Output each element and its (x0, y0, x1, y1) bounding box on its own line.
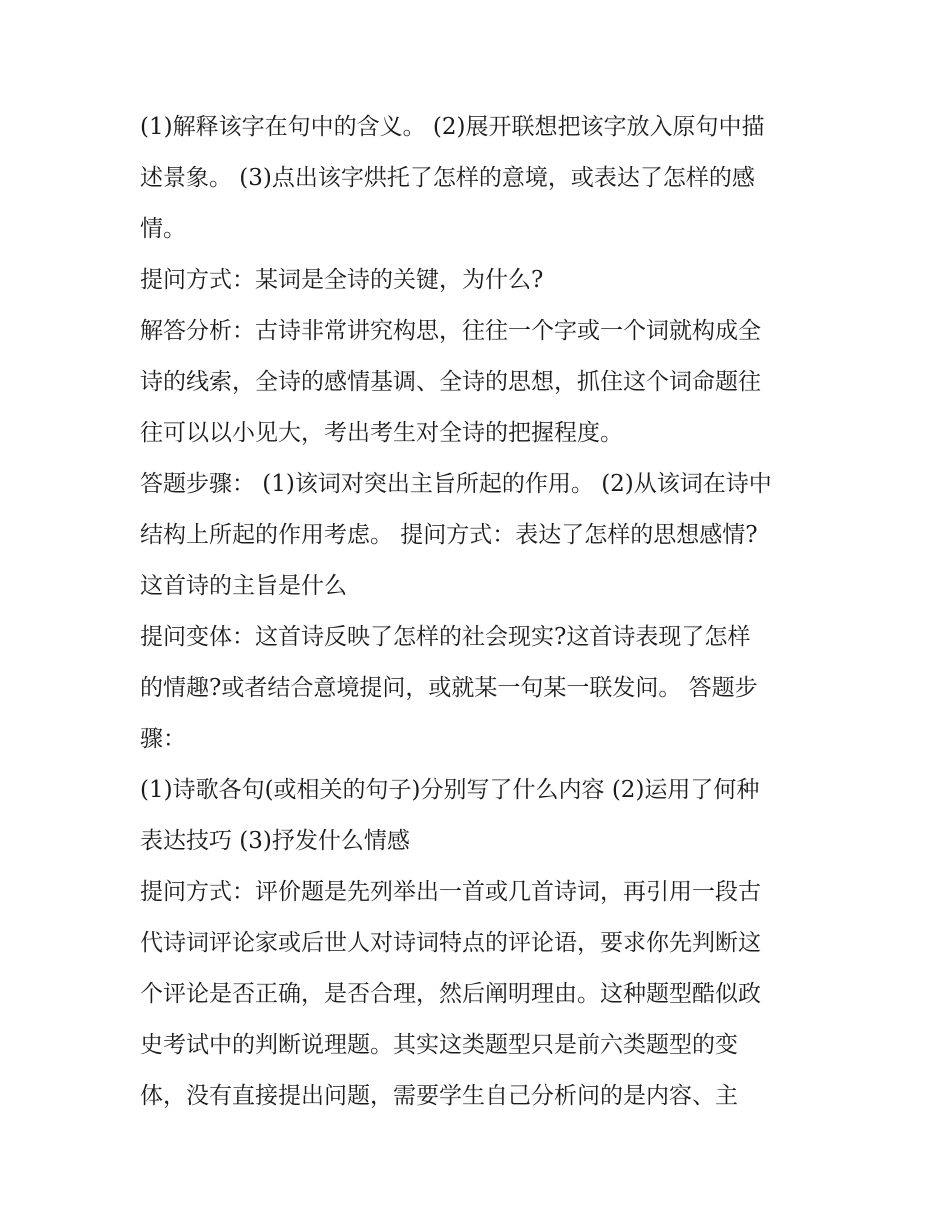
text-line: 代诗词评论家或后世人对诗词特点的评论语，要求你先判断这 (140, 930, 761, 956)
text-line: 骤： (140, 726, 186, 752)
text-line: 提问变体：这首诗反映了怎样的社会现实?这首诗表现了怎样 (140, 624, 751, 650)
text-line: 这首诗的主旨是什么 (140, 573, 347, 599)
text-line: (1)解释该字在句中的含义。 (2)展开联想把该字放入原句中描 (140, 114, 765, 140)
body-text (140, 102, 820, 1122)
text-line: 个评论是否正确，是否合理，然后阐明理由。这种题型酷似政 (140, 981, 761, 1007)
text-line: 结构上所起的作用考虑。 提问方式：表达了怎样的思想感情? (140, 522, 758, 548)
text-line: 诗的线索，全诗的感情基调、全诗的思想，抓住这个词命题往 (140, 369, 761, 395)
text-line: 解答分析：古诗非常讲究构思，往往一个字或一个词就构成全 (140, 318, 761, 344)
text-line: 往可以以小见大，考出考生对全诗的把握程度。 (140, 420, 623, 446)
text-line: 提问方式：某词是全诗的关键，为什么? (140, 267, 544, 293)
text-line: 表达技巧 (3)抒发什么情感 (140, 828, 410, 854)
text-line: 的情趣?或者结合意境提问，或就某一句某一联发问。 答题步 (140, 675, 758, 701)
text-line: 史考试中的判断说理题。其实这类题型只是前六类题型的变 (140, 1032, 738, 1058)
text-line: 答题步骤： (1)该词对突出主旨所起的作用。 (2)从该词在诗中 (140, 471, 772, 497)
text-line: 提问方式：评价题是先列举出一首或几首诗词，再引用一段古 (140, 879, 761, 905)
text-line: 情。 (140, 216, 186, 242)
text-line: 述景象。 (3)点出该字烘托了怎样的意境，或表达了怎样的感 (140, 165, 755, 191)
text-line: (1)诗歌各句(或相关的句子)分别写了什么内容 (2)运用了何种 (140, 777, 760, 803)
text-line: 体，没有直接提出问题，需要学生自己分析问的是内容、主 (140, 1083, 738, 1109)
